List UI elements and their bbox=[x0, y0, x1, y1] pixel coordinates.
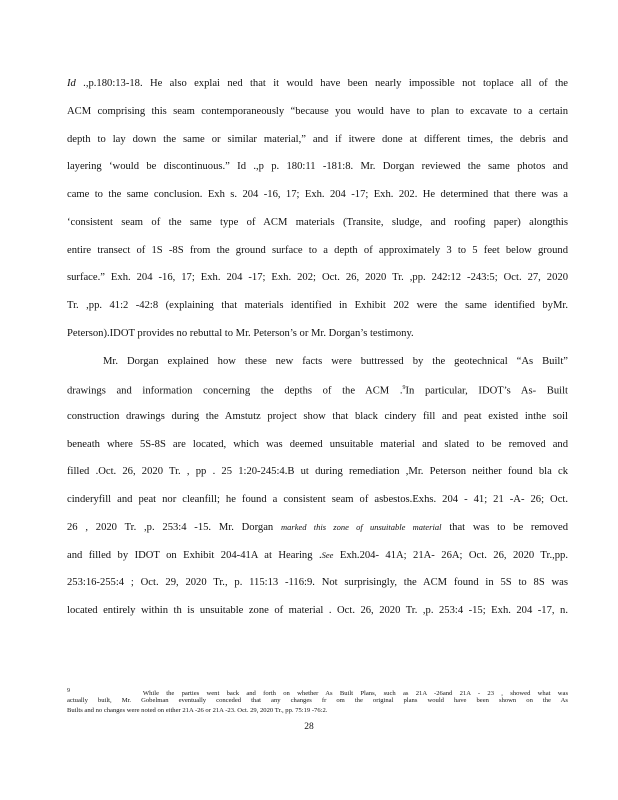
footnote-line: Builts and no changes were noted on either 21A -26 or 21A -23. Oct. 29, 2020 Tr., pp. 75:19 -76:2. bbox=[67, 707, 328, 714]
body-line-text: that was to be removed bbox=[449, 522, 568, 533]
body-line-text: and filled by IDOT on Exhibit 204-41A at Hearing . bbox=[67, 550, 322, 561]
body-line: layering ‘would be discontinuous.” Id .,p p. 180:11 -181:8. Mr. Dorgan reviewed the same photos and bbox=[67, 161, 568, 172]
body-line-text: Exh.204- 41A; 21A- 26A; Oct. 26, 2020 Tr.,pp. bbox=[339, 550, 568, 561]
footnote-line: actually built, Mr. Gobelman eventually conceded that any changes fr om the original plans would have been shown on the As bbox=[67, 697, 568, 704]
footnote-text: While the parties went back and forth on whether As Built Plans, such as 21A -26and 21A - 23 , showed what was bbox=[142, 690, 569, 698]
body-line: construction drawings during the Amstutz project show that black cindery fill and peat existed inthe soil bbox=[67, 411, 568, 422]
body-line: Mr. Dorgan explained how these new facts were buttressed by the geotechnical “As Built” bbox=[103, 356, 568, 367]
body-line bbox=[67, 521, 568, 534]
body-line bbox=[67, 382, 568, 398]
body-line bbox=[67, 549, 568, 562]
body-line-text: In particular, IDOT’s As- Built bbox=[405, 385, 568, 397]
body-line-italic: See bbox=[321, 550, 334, 560]
body-line: beneath where 5S-8S are located, which was deemed unsuitable material and slated to be removed and bbox=[67, 439, 568, 450]
body-line: filled .Oct. 26, 2020 Tr. , pp . 25 1:20-245:4.B ut during remediation ,Mr. Peterson neither found bla ck bbox=[67, 466, 568, 477]
footnote-marker: 9 bbox=[67, 688, 70, 694]
page-number: 28 bbox=[304, 722, 314, 732]
body-line-italic: marked this zone of unsuitable material bbox=[281, 522, 442, 532]
body-line: located entirely within th is unsuitable zone of material . Oct. 26, 2020 Tr. ,p. 253:4 -15; Exh. 204 -17, n. bbox=[67, 605, 568, 616]
body-line: cinderyfill and peat nor cleanfill; he found a consistent seam of asbestos.Exhs. 204 - 41; 21 -A- 26; Oct. bbox=[67, 494, 568, 505]
body-line-text: 26 , 2020 Tr. ,p. 253:4 -15. Mr. Dorgan bbox=[67, 522, 274, 533]
body-line: entire transect of 1S -8S from the ground surface to a depth of approximately 3 to 5 feet below ground bbox=[67, 245, 568, 256]
body-line: ‘consistent seam of the same type of ACM materials (Transite, sludge, and roofing paper) alongthis bbox=[67, 217, 568, 228]
body-line: surface.” Exh. 204 -16, 17; Exh. 204 -17; Exh. 202; Oct. 26, 2020 Tr. ,pp. 242:12 -243:5; Oct. 27, 2020 bbox=[67, 272, 568, 283]
body-line: Peterson).IDOT provides no rebuttal to Mr. Peterson’s or Mr. Dorgan’s testimony. bbox=[67, 328, 414, 339]
body-line: came to the same conclusion. Exh s. 204 -16, 17; Exh. 204 -17; Exh. 202. He determined that there was a bbox=[67, 189, 568, 200]
body-line: Tr. ,pp. 41:2 -42:8 (explaining that materials identified in Exhibit 202 were the same identified byMr. bbox=[67, 300, 568, 311]
body-line: Id .,p.180:13-18. He also explai ned that it would have been nearly impossible not toplace all of the bbox=[67, 78, 568, 89]
body-line: ACM comprising this seam contemporaneously “because you would have to plan to excavate to a certain bbox=[67, 106, 568, 117]
body-line-text: drawings and information concerning the depths of the ACM . bbox=[67, 385, 403, 397]
body-line: 253:16-255:4 ; Oct. 29, 2020 Tr., p. 115:13 -116:9. Not surprisingly, the ACM found in 5S to 8S was bbox=[67, 577, 568, 588]
body-line: depth to lay down the same or similar material,” and if itwere done at different times, the debris and bbox=[67, 134, 568, 145]
footnote-ref: 9 bbox=[402, 385, 406, 391]
